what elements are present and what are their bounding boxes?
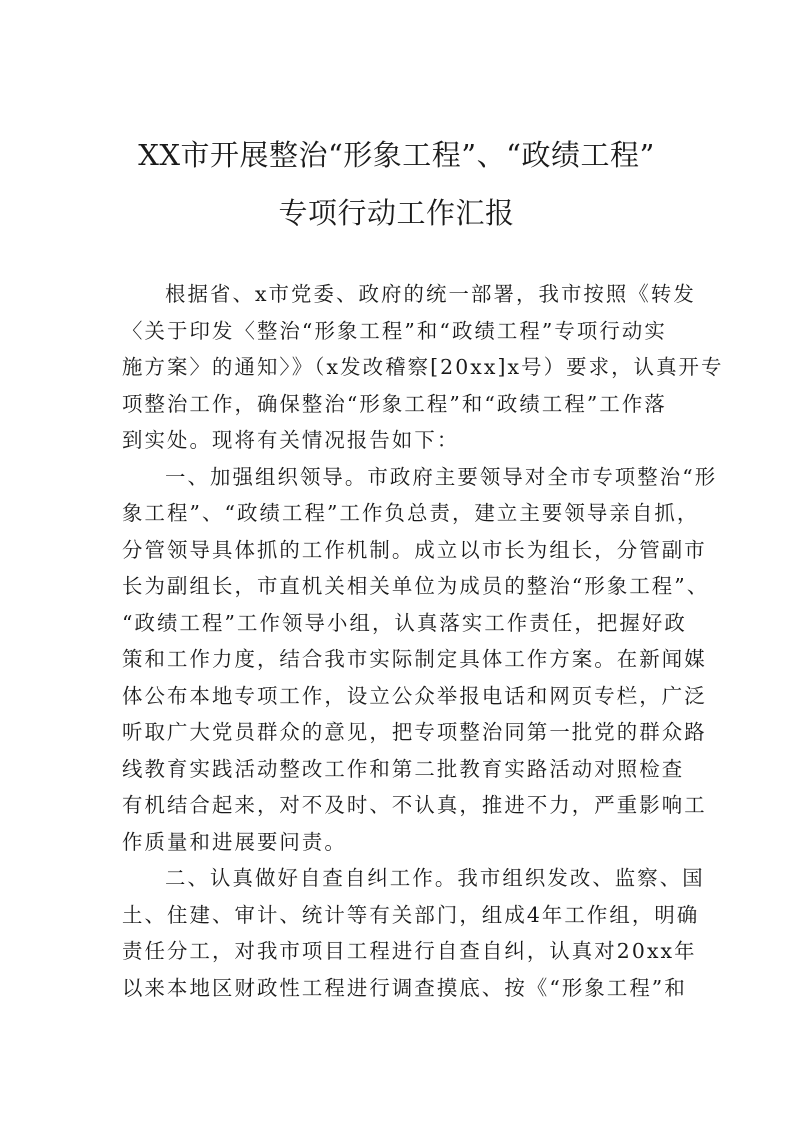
body-line: 线教育实践活动整改工作和第二批教育实路活动对照检查 (122, 756, 685, 781)
body-line: 项整治工作，确保整治“形象工程”和“政绩工程”工作落 (122, 391, 667, 416)
body-line: 分管领导具体抓的工作机制。成立以市长为组长，分管副市 (122, 537, 707, 562)
body-line: 施方案〉的通知〉》（x发改稽察[20xx]x号）要求，认真开专 (122, 355, 724, 379)
body-line: 长为副组长，市直机关相关单位为成员的整治“形象工程”、 (122, 574, 710, 598)
body-line: 体公布本地专项工作，设立公众举报电话和网页专栏，广泛 (122, 683, 707, 708)
document-title-line-2: 专项行动工作汇报 (278, 196, 515, 230)
body-line: 根据省、x市党委、政府的统一部署，我市按照《转发 (165, 282, 696, 306)
body-line: 二、认真做好自查自纠工作。我市组织发改、监察、国 (165, 866, 705, 890)
body-line: 〈关于印发〈整治“形象工程”和“政绩工程”专项行动实 (122, 318, 667, 343)
body-line: 作质量和进展要问责。 (122, 829, 347, 854)
body-line: 以来本地区财政性工程进行调查摸底、按《“形象工程”和 (122, 975, 687, 1000)
body-line: 一、加强组织领导。市政府主要领导对全市专项整治“形 (165, 464, 718, 489)
body-line: 有机结合起来，对不及时、不认真，推进不力，严重影响工 (122, 793, 707, 817)
body-line: 象工程”、“政绩工程”工作负总责，建立主要领导亲自抓， (122, 501, 700, 525)
document-body (122, 276, 724, 1006)
body-line: 到实处。现将有关情况报告如下： (122, 428, 460, 452)
body-line: 土、住建、审计、统计等有关部门，组成4年工作组，明确 (122, 902, 700, 927)
body-line: 策和工作力度，结合我市实际制定具体工作方案。在新闻媒 (122, 647, 707, 671)
body-line: “政绩工程”工作领导小组，认真落实工作责任，把握好政 (122, 610, 687, 635)
body-line: 听取广大党员群众的意见，把专项整治同第一批党的群众路 (122, 720, 707, 744)
body-line: 责任分工，对我市项目工程进行自查自纠，认真对20xx年 (122, 939, 697, 963)
document-title-line-1: XX市开展整治“形象工程”、“政绩工程” (138, 138, 655, 172)
